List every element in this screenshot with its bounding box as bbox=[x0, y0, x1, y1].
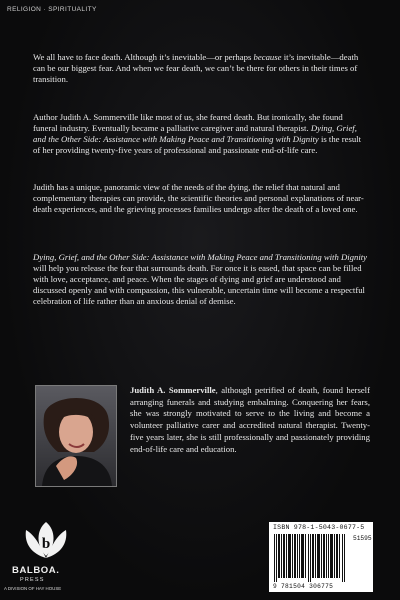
author-portrait-image bbox=[36, 386, 116, 486]
publisher-division: A DIVISION OF HAY HOUSE bbox=[4, 586, 62, 591]
price-code: 51595 bbox=[353, 535, 372, 542]
intro-paragraph bbox=[33, 52, 369, 85]
barcode-number: 9 781504 306775 bbox=[273, 583, 334, 590]
text-span: Author Judith A. Sommerville like most of us, she feared death. But ironically, she found funeral industry. Eventually became a palliative caregiver and natural therapist. bbox=[33, 112, 343, 134]
svg-text:b: b bbox=[41, 536, 51, 552]
publisher-name: BALBOA. bbox=[12, 565, 60, 576]
text-span: We all have to face death. Although it’s inevitable—or perhaps bbox=[33, 52, 254, 62]
emphasis-text: because bbox=[253, 52, 282, 62]
publisher-press: PRESS bbox=[20, 577, 45, 583]
author-name: Judith A. Sommerville bbox=[130, 385, 216, 395]
book-title-italic: Dying, Grief, and the Other Side: Assistance with Making Peace and Transitioning with Dignity bbox=[33, 252, 368, 262]
category-label: RELIGION · SPIRITUALITY bbox=[7, 6, 97, 13]
text-span: will help you release the fear that surrounds death. For once it is eased, that space can be filled with love, acceptance, and peace. When the stages of dying and grief are understood and discussed openly and with compassion, this vulnerable, uncertain time will become a respectful celebration of life rather than an anxious denial of demise. bbox=[33, 263, 365, 307]
bio-text: , although petrified of death, found herself arranging funerals and studying embalming. Conquering her fears, she was strongly motivated to serve to the living and become a volunteer palliative carer and accredited natural therapist. Twenty-five years later, she is still professionally and passionately providing end-of-life care and education. bbox=[130, 385, 370, 454]
view-paragraph: Judith has a unique, panoramic view of the needs of the dying, the relief that natural and complementary therapies can provide, the scientific theories and personal explanations of near-death experiences, and the grieving processes families undergo after the death of a loved one. bbox=[33, 182, 364, 215]
text-span: is the result of her providing twenty-five years of professional and passionate end-of-life care. bbox=[33, 134, 362, 156]
author-photo bbox=[35, 385, 117, 487]
isbn-barcode bbox=[269, 522, 373, 592]
author-bio bbox=[130, 385, 370, 455]
text-span: it’s inevitable—death can be our biggest fear. And when we fear death, we can’t be there for others in their times of transition. bbox=[33, 52, 359, 85]
isbn-number: ISBN 978-1-5043-0677-5 bbox=[273, 524, 365, 531]
closing-paragraph bbox=[33, 252, 369, 307]
author-paragraph bbox=[33, 112, 369, 156]
barcode-bars-icon bbox=[272, 534, 350, 582]
book-title-italic: Dying, Grief, and the Other Side: Assistance with Making Peace and Transitioning with Dignity bbox=[33, 123, 357, 145]
balboa-lotus-logo-icon bbox=[6, 516, 86, 596]
